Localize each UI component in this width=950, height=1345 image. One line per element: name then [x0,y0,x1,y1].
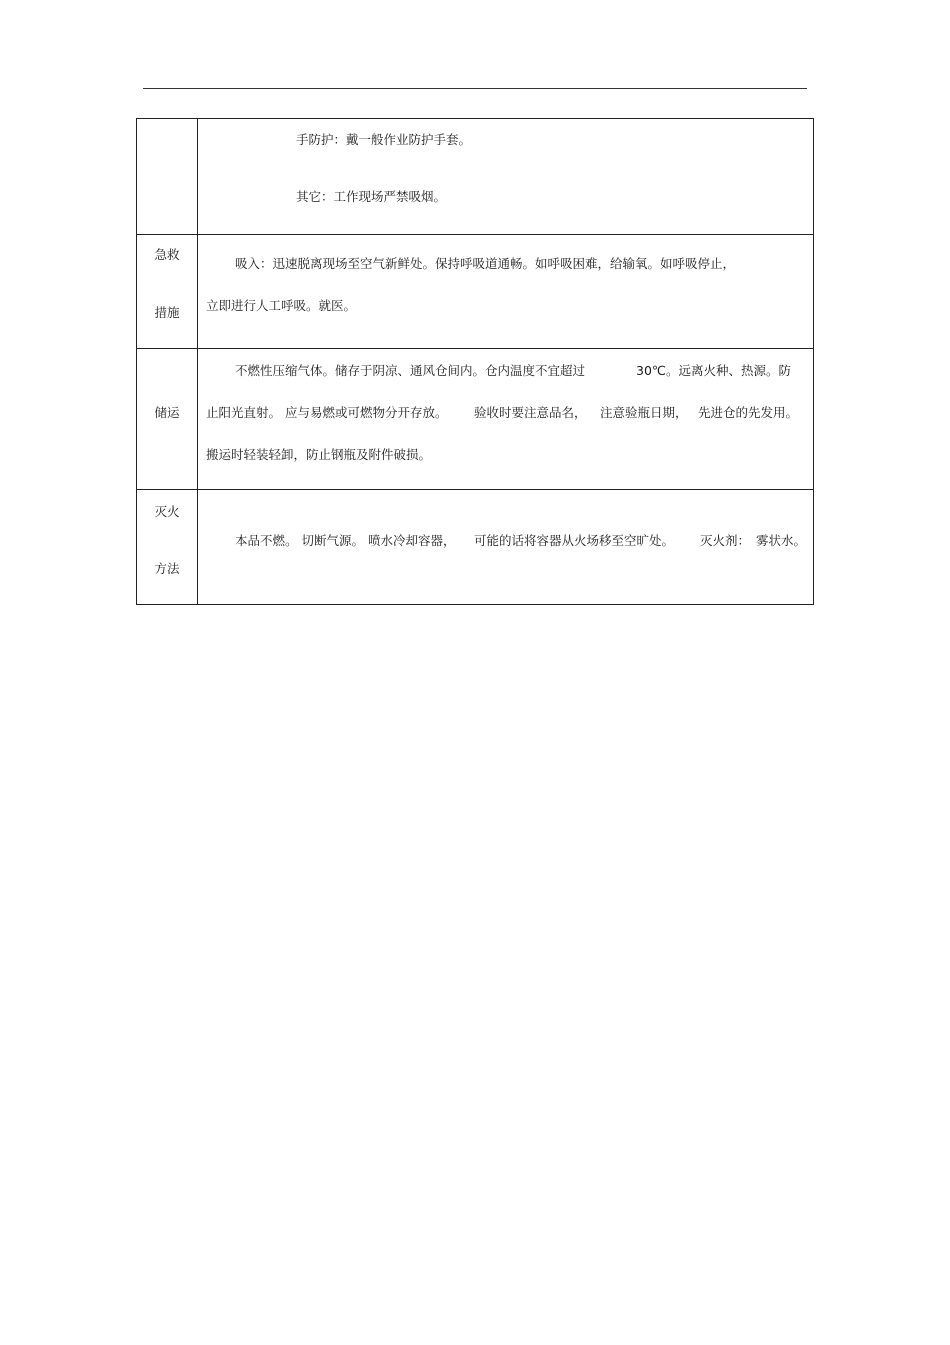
first-aid-text-line-1: 吸入：迅速脱离现场至空气新鲜处。保持呼吸道通畅。如呼吸困难，给输氧。如呼吸停止， [235,256,736,271]
table-row-first-aid [137,235,814,349]
fire-fighting-label-1: 灭火 [154,504,180,519]
other-protection-text: 其它：工作现场严禁吸烟。 [296,189,447,204]
header-rule [143,88,807,89]
first-aid-label-2: 措施 [154,305,180,320]
fire-fighting-text-d: 雾状水。 [756,533,807,548]
fire-fighting-text-c: 灭火剂： [700,533,751,548]
table-row-protection [137,119,814,235]
storage-text-line-2c: 注意验瓶日期， [600,405,688,420]
row-label-cell [137,119,198,235]
row-label-cell [137,235,198,349]
hand-protection-text: 手防护：戴一般作业防护手套。 [296,132,472,147]
msds-table [136,118,814,605]
storage-label: 储运 [154,405,180,420]
storage-text-line-2a: 止阳光直射。 应与易燃或可燃物分开存放。 [206,405,448,420]
row-content-cell [198,490,814,605]
table-row-storage [137,349,814,490]
fire-fighting-label-2: 方法 [154,561,180,576]
row-content-cell [198,119,814,235]
storage-text-line-1b: 30℃。远离火种、热源。防 [636,363,791,378]
first-aid-label-1: 急救 [154,247,180,262]
storage-text-line-1a: 不燃性压缩气体。储存于阴凉、通风仓间内。仓内温度不宜超过 [235,363,586,378]
storage-text-line-2b: 验收时要注意品名， [474,405,587,420]
storage-text-line-2d: 先进仓的先发用。 [698,405,799,420]
row-content-cell [198,349,814,490]
storage-text-line-3: 搬运时轻装轻卸，防止钢瓶及附件破损。 [206,447,432,462]
fire-fighting-text-b: 可能的话将容器从火场移至空旷处。 [474,533,675,548]
fire-fighting-text-a: 本品不燃。 切断气源。 喷水冷却容器， [235,533,456,548]
first-aid-text-line-2: 立即进行人工呼吸。就医。 [206,298,357,313]
row-label-cell [137,490,198,605]
table-row-fire-fighting [137,490,814,605]
row-label-cell [137,349,198,490]
row-content-cell [198,235,814,349]
